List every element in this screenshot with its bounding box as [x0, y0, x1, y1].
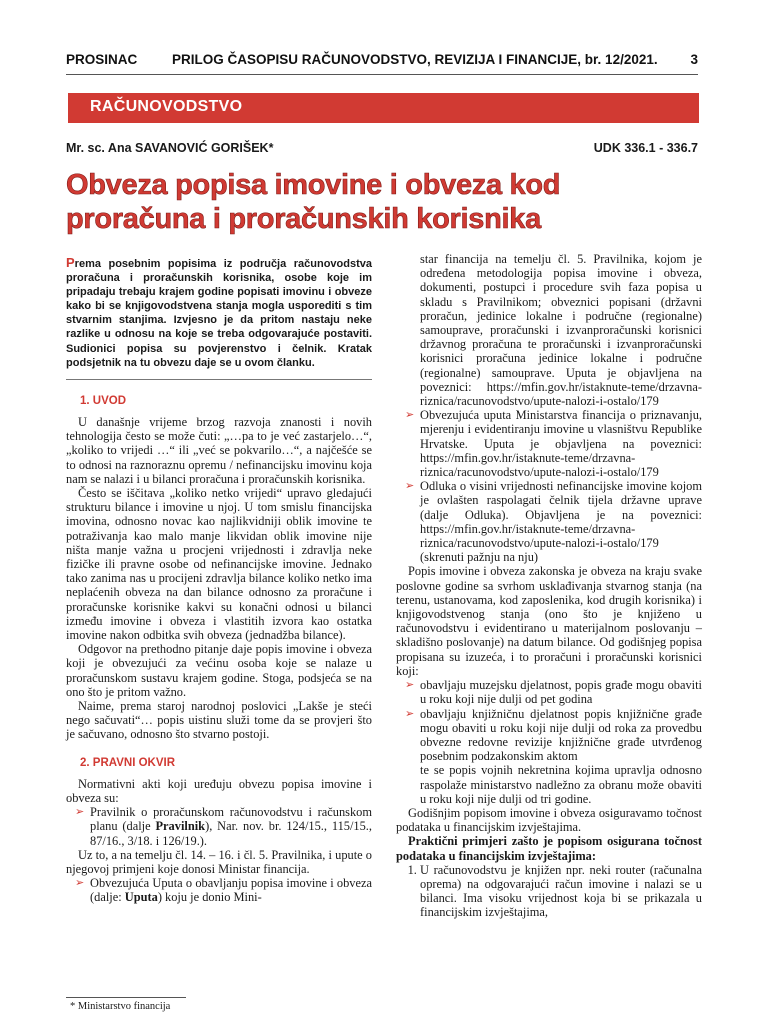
drop-initial: P	[66, 255, 75, 270]
udk-code: UDK 336.1 - 336.7	[593, 141, 698, 155]
list-item-bold: Pravilnik	[155, 819, 206, 834]
numbered-list	[396, 863, 702, 920]
header-rule	[66, 74, 698, 75]
lead-paragraph	[66, 256, 372, 370]
article-title: Obveza popisa imovine i obveza kod proračuna i proračunskih korisnika	[66, 169, 561, 235]
header-month: PROSINAC	[66, 52, 138, 67]
running-header	[66, 52, 698, 74]
list-item	[90, 876, 372, 904]
list-item-bold: Uputa	[124, 890, 158, 905]
bullet-list	[396, 408, 702, 564]
list-item: ➢ obavljaju knjižničnu djelatnost popis knjižnične građe mogu obaviti u roku koji nije dulji od roka za provedbu obvezne redovne revizije knjižnične građe utvrđenog posebnim podzakonskim aktom	[420, 707, 702, 764]
footnote-rule	[66, 997, 186, 998]
page-number: 3	[690, 52, 698, 67]
list-item: ➢ obavljaju muzejsku djelatnost, popis građe mogu obaviti u roku koji nije dulji od pet godina	[420, 678, 702, 706]
paragraph-bold: Praktični primjeri zašto je popisom osigurana točnost podataka u financijskim izvještajima:	[396, 834, 702, 863]
right-column	[396, 252, 702, 920]
author: Mr. sc. Ana SAVANOVIĆ GORIŠEK*	[66, 141, 274, 155]
bullet-list	[66, 876, 372, 904]
paragraph: Odgovor na prethodno pitanje daje popis imovine i obveza koji je obvezujući za većinu osoba koje se nalaze u proračunskom sustavu krajem godine. Stoga, podsjeća se na ono što je pritom važno.	[66, 642, 372, 699]
list-item-text: Obvezujuća Uputa o obavljanju popisa imovine i obveza (dalje:	[90, 876, 372, 905]
paragraph: Godišnjim popisom imovine i obveza osiguravamo točnost podataka u financijskim izvještajima.	[396, 805, 702, 835]
paragraph: Naime, prema staroj narodnoj poslovici „Lakše je steći nego sačuvati“… popis uistinu služi tome da se provjeri što je sačuvano, odnosno što stvarno postoji.	[66, 699, 372, 742]
lead-divider	[66, 379, 372, 380]
paragraph: Normativni akti koji uređuju obvezu popisa imovine i obveza su:	[66, 776, 372, 806]
section-heading-uvod: 1. UVOD	[80, 394, 127, 407]
paragraph: U današnje vrijeme brzog razvoja znanosti i novih tehnologija često se može čuti: „…pa to je već zastarjelo…“, „koliko to vrijedi …“ ili „već se pokvarilo…“, a najčešće se to odnosi na raznoraznu opremu / nefinancijsku imovinu koja nam se nalazi i u bilanci proračuna i proračunskih korisnika.	[66, 414, 372, 486]
list-item-text: ) koju je donio Mini-	[157, 890, 262, 905]
paragraph: Često se iščitava „koliko netko vrijedi“ upravo gledajući strukturu bilance i imovine u njoj. U tom smislu financijska imovina, odnosno novac kao najlikvidniji oblik imovine te potraživanja kao malo manje likvidan oblik imovine nije ništa manje važna u procjeni vrijednosti i zdravlja neke fizičke ili pravne osobe od nefinancijske imovine. Jednako tako zanima nas u procijeni zdravlja bilance koliko netko ima neplaćenih obveza na dan bilance odnosno za proračune i proračunske korisnike kakvi su konačni odnosi u bilanci između imovine i obveza i vlastitih izvora kao ostatka imovine nakon odbitka svih obveza (jednadžba bilance).	[66, 485, 372, 642]
list-item-continuation: star financija na temelju čl. 5. Pravilnika, kojom je određena metodologija popisa imovine i obveza, dokumenti, postupci i procedure svih faza popisa u skladu s Pravilnikom; obveznici popisani (državni proračun, jedinice lokalne i područne (regionalne) samouprave, proračunski i izvanproračunski korisnici državnog proračuna te proračunski i izvanproračunski korisnici proračuna jedinice lokalne i područne (regionalne) samouprave. Uputa je objavljena na poveznici: https://mfin.gov.hr/istaknute-teme/drzavna-riznica/racunovodstvo/upute-nalozi-i-ostalo/179	[420, 252, 702, 409]
section-banner	[68, 93, 699, 123]
footnote: * Ministarstvo financija	[70, 1001, 171, 1012]
paragraph: te se popis vojnih nekretnina kojima upravlja odnosno raspolaže ministarstvo nadležno za obranu može obaviti u roku koji nije dulji od tri godine.	[420, 763, 702, 806]
list-item	[90, 805, 372, 848]
list-item: 1. U računovodstvu je knjižen npr. neki router (računalna oprema) na odgovarajući račun imovine i nalazi se u bilanci. Ima visoku vrijednost koja bi se prikazala u financijskim izvještajima,	[420, 863, 702, 920]
bullet-list	[396, 678, 702, 763]
left-column	[66, 252, 372, 905]
list-item-text: ), Nar. nov. br. 124/15., 115/15., 87/16., 3/18. i 126/19.).	[90, 819, 372, 848]
list-item-text: Pravilnik o proračunskom računovodstvu i računskom planu (dalje	[90, 805, 372, 834]
paragraph: Popis imovine i obveza zakonska je obveza na kraju svake poslovne godine sa svrhom usklađivanja stvarnog stanja (na terenu, ustanovama, kod zaposlenika, kod drugih korisnika) i knjigovodstvenog stanja (ono što je knjiženo u računovodstvu i evidentirano u materijalnom poslovanju – skladišno poslovanje) na datum bilance. Od godišnjeg popisa propisana su izuzeća, i to proračuni i proračunski korisnici koji:	[396, 564, 702, 678]
bullet-list	[66, 805, 372, 848]
list-item: ➢ Obvezujuća uputa Ministarstva financija o priznavanju, mjerenju i evidentiranju imovine u vlasništvu Republike Hrvatske. Uputa je objavljena na poveznici: https://mfin.gov.hr/istaknute-teme/drzavna-riznica/racunovodstvo/upute-nalozi-i-ostalo/179	[420, 408, 702, 479]
header-publication: PRILOG ČASOPISU RAČUNOVODSTVO, REVIZIJA I FINANCIJE, br. 12/2021.	[172, 52, 658, 67]
section-heading-pravni-okvir: 2. PRAVNI OKVIR	[80, 756, 175, 769]
lead-text: rema posebnim popisima iz područja računovodstva proračuna i proračunskih korisnika, osobe koje im pripadaju trebaju krajem godine popisati imovinu i obveze kako bi se knjigovodstvena stanja mogla usporediti s tim stvarnim stanjima. Izvjesno je da pritom nastaju neke razlike u odnosu na koje se treba odgovarajuće postaviti. Sudionici popisa su povjerenstvo i čelnik. Kratak podsjetnik na tu obvezu daje se u ovom članku.	[66, 258, 372, 369]
paragraph: Uz to, a na temelju čl. 14. – 16. i čl. 5. Pravilnika, i upute o njegovoj primjeni koje donosi Ministar financija.	[66, 847, 372, 877]
section-label: RAČUNOVODSTVO	[90, 98, 243, 115]
list-item: ➢ Odluka o visini vrijednosti nefinancijske imovine kojom je ovlašten raspolagati čelnik tijela državne uprave (dalje Odluka). Objavljena je na poveznici: https://mfin.gov.hr/istaknute-teme/drzavna-riznica/racunovodstvo/upute-nalozi-i-ostalo/179 (skrenuti pažnju na nju)	[420, 479, 702, 564]
